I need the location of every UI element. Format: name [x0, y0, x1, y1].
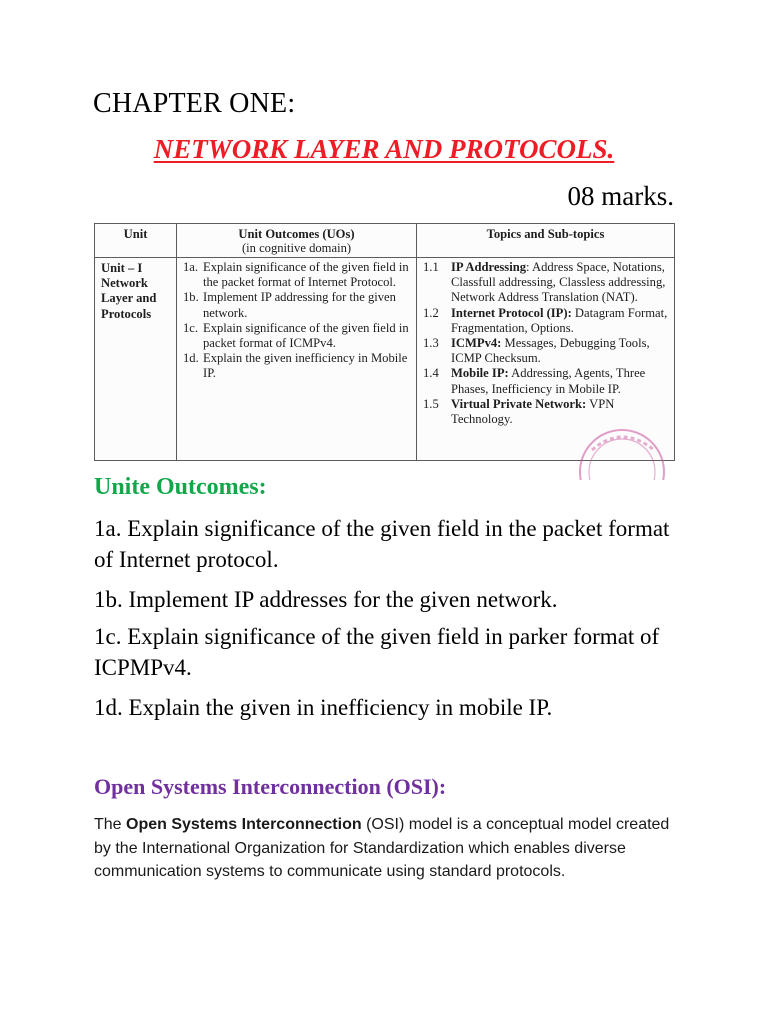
- topic-number: 1.3: [423, 336, 439, 351]
- topic-details: Datagram Format, Fragmentation, Options.: [451, 305, 668, 335]
- list-item: [423, 397, 670, 427]
- topic-text: [451, 366, 670, 396]
- header-outcomes-title: Unit Outcomes (UOs): [238, 227, 355, 241]
- osi-paragraph: [94, 813, 674, 884]
- chapter-label: CHAPTER ONE:: [93, 88, 296, 119]
- list-item: [423, 306, 670, 336]
- topics-list: [417, 258, 674, 427]
- list-item: [183, 321, 412, 351]
- header-outcomes: [177, 224, 417, 258]
- unit-line: Protocols: [101, 306, 152, 321]
- topic-number: 1.2: [423, 305, 439, 320]
- osi-heading: Open Systems Interconnection (OSI):: [94, 774, 447, 799]
- topic-text: [451, 260, 670, 306]
- outcome-paragraph: 1b. Implement IP addresses for the given network.: [94, 587, 558, 612]
- topics-cell: [417, 258, 675, 461]
- list-item: [423, 336, 670, 366]
- marks-label: 08 marks.: [567, 181, 674, 211]
- topic-title: Mobile IP:: [451, 366, 509, 381]
- topic-title: ICMPv4:: [451, 336, 502, 351]
- outcome-number: 1a.: [183, 260, 199, 274]
- header-unit: Unit: [95, 224, 177, 258]
- outcome-text: Implement IP addressing for the given network.: [203, 290, 396, 320]
- unit-outcomes-heading: Unite Outcomes:: [94, 474, 267, 500]
- topic-details: VPN Technology.: [451, 396, 615, 427]
- outcome-paragraph: 1c. Explain significance of the given field in parker format of ICPMPv4.: [94, 624, 660, 680]
- topic-title: Internet Protocol (IP):: [451, 305, 572, 320]
- unit-line: Layer and: [101, 291, 157, 306]
- topic-number: 1.1: [423, 260, 439, 274]
- topic-text: [451, 336, 670, 366]
- header-outcomes-sub: (in cognitive domain): [241, 241, 352, 255]
- list-item: [183, 260, 412, 290]
- table-row: [95, 258, 675, 461]
- osi-para-rest: (OSI) model is a conceptual model created by the International Organization for Standardization which enables diverse communication systems to communicate using standard protocols.: [94, 816, 670, 880]
- outcomes-list: [177, 258, 416, 382]
- chapter-title: NETWORK LAYER AND PROTOCOLS.: [153, 134, 615, 164]
- topic-details: : Address Space, Notations, Classfull addressing, Classless addressing, Network Address Translation (NAT).: [451, 260, 666, 305]
- outcome-text: Explain the given inefficiency in Mobile IP.: [203, 351, 408, 381]
- outcome-text: Explain significance of the given field in the packet format of Internet Protocol.: [203, 260, 409, 290]
- topic-text: [451, 306, 670, 336]
- list-item: [423, 366, 670, 396]
- unit-line: Unit – I: [101, 261, 143, 275]
- list-item: [183, 351, 412, 381]
- outcome-number: 1d.: [183, 351, 199, 366]
- outcome-paragraph: 1a. Explain significance of the given field in the packet format of Internet protocol.: [94, 516, 670, 572]
- topic-title: IP Addressing: [451, 260, 527, 274]
- outcome-paragraph: 1d. Explain the given in inefficiency in mobile IP.: [94, 695, 553, 720]
- osi-para-bold: Open Systems Interconnection: [126, 816, 362, 833]
- topic-number: 1.4: [423, 366, 439, 381]
- list-item: [423, 260, 670, 306]
- table-header-row: [95, 224, 675, 258]
- header-topics: Topics and Sub-topics: [417, 224, 675, 258]
- topic-details: Messages, Debugging Tools, ICMP Checksum.: [451, 336, 650, 366]
- outcome-number: 1c.: [183, 320, 199, 335]
- unit-line: Network: [101, 276, 148, 291]
- topic-title: Virtual Private Network:: [451, 396, 587, 411]
- outcome-number: 1b.: [183, 290, 199, 305]
- outcomes-cell: [177, 258, 417, 461]
- list-item: [183, 290, 412, 320]
- outcome-text: Explain significance of the given field in packet format of ICMPv4.: [203, 320, 409, 351]
- topic-text: [451, 397, 670, 427]
- osi-para-prefix: The: [94, 816, 127, 833]
- syllabus-table: [94, 223, 675, 461]
- topic-details: Addressing, Agents, Three Phases, Inefficiency in Mobile IP.: [451, 366, 646, 396]
- unit-cell: [95, 258, 177, 461]
- topic-number: 1.5: [423, 396, 439, 411]
